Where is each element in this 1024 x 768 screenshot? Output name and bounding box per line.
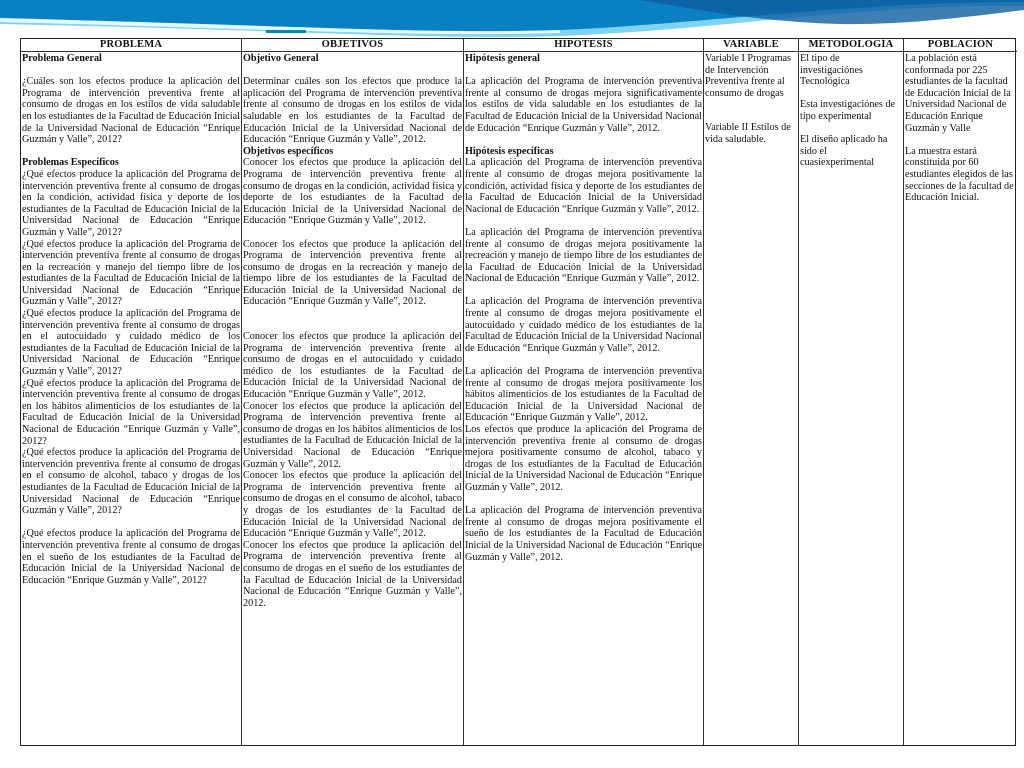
- poblacion-text: La población está conformada por 225 estudiantes de la facultad de Educación Inicial de la Universidad Nacional de Educación Enrique Guzmán y Valle: [905, 53, 1011, 134]
- hipotesis-especifica-6: La aplicación del Programa de intervención preventiva frente al consumo de drogas mejora positivamente el sueño de los estudiantes de la Facultad de Educación Inicial de la Universidad Nacional de Educación “Enrique Guzmán y Valle”, 2012.: [465, 505, 702, 563]
- objetivo-especifico-4: Conocer los efectos que produce la aplicación del Programa de intervención preventiva frente al consumo de drogas en los hábitos alimenticios de los estudiantes de la Facultad de Educación Inicial de la Universidad Nacional de Educación “Enrique Guzmán y Valle”, 2012.: [243, 400, 462, 470]
- hipotesis-especifica-3: La aplicación del Programa de intervención preventiva frente al consumo de drogas mejora positivamente el autocuidado y cuidado médico de los estudiantes de la Facultad de Educación Inicial de la Universidad Nacional de Educación “Enrique Guzmán y Valle”, 2012.: [465, 296, 702, 354]
- hipotesis-especifica-2: La aplicación del Programa de intervención preventiva frente al consumo de drogas mejora positivamente la recreación y manejo de tiempo libre de los estudiantes de la Facultad de Educación Inicial de la Universidad Nacional de Educación “Enrique Guzmán y Valle”, 2012.: [465, 226, 702, 285]
- hipotesis-especificas-title: Hipótesis específicas: [465, 145, 554, 157]
- metodologia-diseno: El diseño aplicado ha sido el cuasiexperimental: [800, 134, 888, 169]
- objetivo-general-text: Determinar cuáles son los efectos que produce la aplicación del Programa de intervención preventiva frente al consumo de drogas en los estilos de vida saludable en los estudiantes de la Facultad de Educación Inicial de la Universidad Nacional de Educación “Enrique Guzmán y Valle”, 2012.: [243, 76, 462, 146]
- problema-especifico-2: ¿Qué efectos produce la aplicación del Programa de intervención preventiva frente al consumo de drogas en la recreación y manejo del tiempo libre de los estudiantes de la Facultad de Educación Inicial de la Universidad Nacional de Educación “Enrique Guzmán y Valle”, 2012?: [22, 238, 240, 308]
- header-metodologia: METODOLOGÍA: [799, 39, 903, 52]
- problema-general-title: Problema General: [22, 53, 102, 64]
- header-variable: VARIABLE: [704, 39, 798, 52]
- header-hipotesis: HIPÓTESIS: [464, 39, 703, 52]
- problema-especifico-1: ¿Qué efectos produce la aplicación del Programa de intervención preventiva frente al consumo de drogas en la condición, actividad física y deporte de los estudiantes de la Facultad de Educación Inicial de la Universidad Nacional de Educación “Enrique Guzmán y Valle”, 2012?: [22, 168, 240, 238]
- objetivos-especificos-title: Objetivos específicos: [243, 145, 334, 157]
- column-variable: [704, 39, 799, 745]
- objetivo-general-title: Objetivo General: [243, 53, 319, 64]
- problema-especifico-4: ¿Qué efectos produce la aplicación del Programa de intervención preventiva frente al consumo de drogas en los hábitos alimenticios de los estudiantes de la Facultad de Educación Inicial de la Universidad Nacional de Educación “Enrique Guzmán y Valle”, 2012?: [22, 377, 240, 447]
- column-hipotesis: [464, 39, 704, 745]
- header-problema: PROBLEMA: [21, 39, 241, 52]
- problema-especifico-3: ¿Qué efectos produce la aplicación del Programa de intervención preventiva frente al consumo de drogas en el autocuidado y cuidado médico de los estudiantes de la Facultad de Educación Inicial de la Universidad Nacional de Educación “Enrique Guzmán y Valle”, 2012?: [22, 308, 240, 378]
- decorative-banner: [0, 0, 1024, 40]
- column-metodologia: [799, 39, 904, 745]
- metodologia-tipo: El tipo de investigaciónes Tecnológica: [800, 53, 863, 88]
- column-poblacion: [904, 39, 1017, 745]
- column-objetivos: [242, 39, 464, 745]
- problema-general-text: ¿Cuáles son los efectos produce la aplicación del Programa de intervención preventiva frente al consumo de drogas en los estilos de vida saludable en los estudiantes de la Facultad de Educación Inicial de la Universidad Nacional de Educación “Enrique Guzmán y Valle”, 2012?: [22, 76, 240, 146]
- objetivo-especifico-2: Conocer los efectos que produce la aplicación del Programa de intervención preventiva frente al consumo de drogas en la recreación y manejo de tiempo libre de los estudiantes de la Facultad de Educación Inicial de la Universidad Nacional de Educación “Enrique Guzmán y Valle”, 2012.: [243, 238, 462, 308]
- muestra-text: La muestra estará constituida por 60 estudiantes elegidos de las secciones de la facultad de Educación Inicial.: [905, 145, 1014, 204]
- variable-1: Variable I Programas de Intervención Preventiva frente al consumo de drogas: [705, 53, 791, 99]
- hipotesis-general-title: Hipótesis general: [465, 53, 540, 64]
- hipotesis-especifica-5: Los efectos que produce la aplicación del Programa de intervención preventiva frente al consumo de drogas mejora positivamente consumo de alcohol, tabaco y drogas de los estudiantes de la Facultad de Educación Inicial de la Universidad Nacional de Educación “Enrique Guzmán y Valle”, 2012.: [465, 424, 702, 493]
- consistency-matrix-table: [20, 38, 1016, 746]
- variable-2: Variable II Estilos de vida saludable.: [705, 122, 791, 145]
- header-poblacion: POBLACIÓN: [904, 39, 1017, 52]
- problema-especifico-6: ¿Qué efectos produce la aplicación del Programa de intervención preventiva frente al consumo de drogas en el sueño de los estudiantes de la Facultad de Educación Inicial de la Universidad Nacional de Educación “Enrique Guzmán y Valle”, 2012?: [22, 528, 240, 586]
- header-objetivos: OBJETIVOS: [242, 39, 463, 52]
- column-problema: [21, 39, 242, 745]
- problema-especifico-5: ¿Qué efectos produce la aplicación del Programa de intervención preventiva frente al consumo de drogas en el consumo de alcohol, tabaco y drogas de los estudiantes de la Facultad de Educación Inicial de la Universidad Nacional de Educación “Enrique Guzmán y Valle”, 2012?: [22, 447, 240, 517]
- metodologia-experimental: Esta investigaciónes de tipo experimental: [800, 99, 896, 122]
- hipotesis-especifica-4: La aplicación del Programa de intervención preventiva frente al consumo de drogas mejora positivamente los hábitos alimenticios de los estudiantes de la Facultad de Educación Inicial de la Universidad Nacional de Educación “Enrique Guzmán y Valle”, 2012.: [465, 366, 702, 424]
- objetivo-especifico-3: Conocer los efectos que produce la aplicación del Programa de intervención preventiva frente al consumo de drogas en el autocuidado y cuidado médico de los estudiantes de la Facultad de Educación Inicial de la Universidad Nacional de Educación “Enrique Guzmán y Valle”, 2012.: [243, 331, 462, 401]
- hipotesis-general-text: La aplicación del Programa de intervención preventiva frente al consumo de drogas mejora significativamente los estilos de vida saludable en los estudiantes de la Facultad de Educación Inicial de la Universidad Nacional de Educación “Enrique Guzmán y Valle”, 2012.: [465, 76, 702, 134]
- hipotesis-especifica-1: La aplicación del Programa de intervención preventiva frente al consumo de drogas mejora positivamente la condición, actividad física y deporte de los estudiantes de la Facultad de Educación Inicial de la Universidad Nacional de Educación “Enrique Guzmán y Valle”, 2012.: [465, 157, 702, 215]
- objetivo-especifico-5: Conocer los efectos que produce la aplicación del Programa de intervención preventiva frente al consumo de drogas en el consumo de alcohol, tabaco y drogas de los estudiantes de la Facultad de Educación Inicial de la Universidad Nacional de Educación “Enrique Guzmán y Valle”, 2012.: [243, 470, 462, 540]
- problemas-especificos-title: Problemas Específicos: [22, 157, 119, 169]
- objetivo-especifico-6: Conocer los efectos que produce la aplicación del Programa de intervención preventiva frente al consumo de drogas en el sueño de los estudiantes de la Facultad de Educación Inicial de la Universidad Nacional de Educación “Enrique Guzmán y Valle”, 2012.: [243, 539, 462, 609]
- objetivo-especifico-1: Conocer los efectos que produce la aplicación del Programa de intervención preventiva frente al consumo de drogas en la condición, actividad física y deporte de los estudiantes de la Facultad de Educación Inicial de la Universidad Nacional de Educación “Enrique Guzmán y Valle”, 2012.: [243, 157, 462, 227]
